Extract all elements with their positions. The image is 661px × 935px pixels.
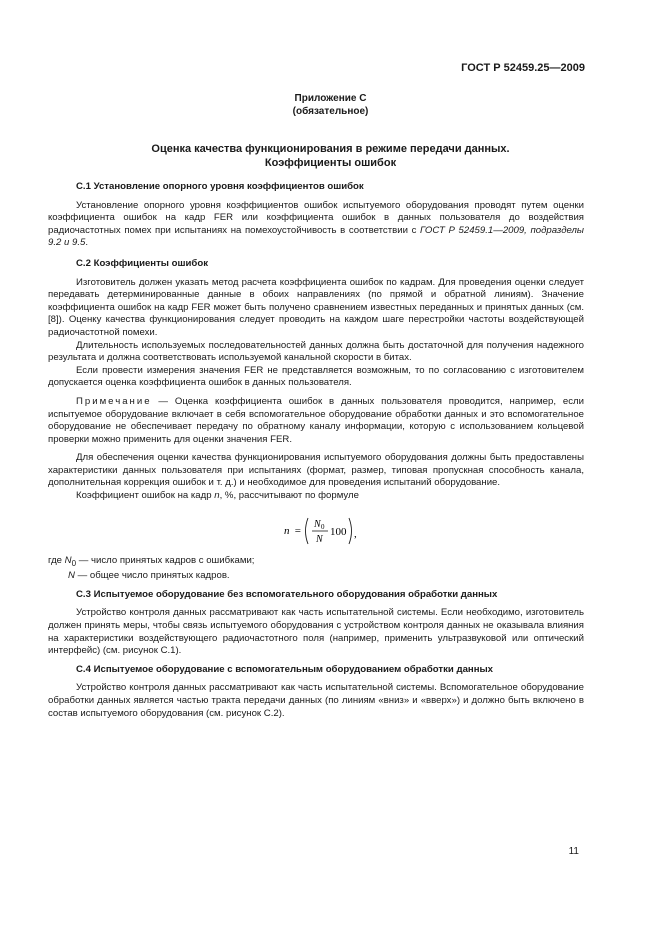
section-c1-heading: С.1 Установление опорного уровня коэффициентов ошибок	[76, 181, 364, 192]
annex-label: Приложение С	[294, 93, 367, 104]
text-run: — общее число принятых кадров.	[74, 570, 230, 582]
standard-number: ГОСТ Р 52459.25—2009	[461, 62, 585, 74]
text-run: , %, рассчитывают по формуле	[219, 490, 359, 502]
section-c1-paragraph	[48, 200, 584, 250]
note-text: — Оценка коэффициента ошибок в данных пользователя проводится, например, если испытуемое оборудование включает в себя вспомогательное оборудование обработки данных и это вспомогательное оборудование не обеспечивает передачу по обратному каналу информации, которую с использованием кольцевой проверки можно применить для оценки значения FER.	[48, 395, 584, 445]
reference-link: ГОСТ Р 52459.1—2009, подразделы 9.2 и 9.5	[48, 224, 584, 249]
text-run: Коэффициент ошибок на кадр	[76, 490, 215, 502]
section-c2-heading: С.2 Коэффициенты ошибок	[76, 257, 208, 269]
section-c2-note	[48, 396, 584, 446]
section-c2-paragraph-4: Для обеспечения оценки качества функционирования испытуемого оборудования должны быть предоставлены характеристики данных пользователя при испытаниях (формат, размер, типовая пропускная способность канала, дополнительная коррекция ошибок и т. д.) и необходимое для проведения испытаний оборудование.	[48, 452, 584, 489]
section-c2-paragraph-5	[48, 490, 584, 503]
left-paren	[306, 518, 309, 544]
annex-title	[0, 142, 661, 170]
formula-denominator: N	[316, 533, 323, 545]
formula-numerator-subscript: 0	[321, 522, 325, 531]
formula-eq: =	[292, 524, 304, 537]
annex-title-line1: Оценка качества функционирования в режиме передачи данных.	[151, 143, 510, 155]
section-c2-paragraph-2: Длительность используемых последовательностей данных должна быть достаточной для получения надежного результата и должна соответствовать используемой канальной скорости в битах.	[48, 339, 584, 364]
section-c4-paragraph: Устройство контроля данных рассматривают как часть испытательной системы. Вспомогательное оборудование обработки данных является частью тракта передачи данных (по линиям «вниз» и «вверх») и должно быть включено в состав испытуемого оборудования (см. рисунок С.2).	[48, 682, 584, 719]
formula-graphic	[284, 515, 394, 547]
annex-title-line2: Коэффициенты ошибок	[264, 157, 397, 169]
section-c2-paragraph-3: Если провести измерения значения FER не представляется возможным, то по согласованию с изготовителем допускается оценка коэффициента ошибок в данных пользователя.	[48, 364, 584, 389]
note-label: Примечание	[76, 395, 152, 407]
variable-N0: N	[64, 554, 72, 566]
legend-line-2	[48, 570, 584, 583]
formula	[48, 511, 584, 547]
formula-multiplier: 100	[330, 525, 347, 538]
formula-lhs: n	[284, 524, 290, 537]
legend-line-1	[48, 555, 584, 571]
text-run: — число принятых кадров с ошибками;	[76, 554, 255, 566]
right-paren	[349, 518, 352, 544]
variable-n: n	[214, 490, 220, 502]
formula-end: ,	[354, 527, 357, 540]
text-run: где	[48, 554, 65, 566]
annex-status: (обязательное)	[292, 106, 369, 117]
subscript: 0	[71, 558, 77, 568]
text-run: Установление опорного уровня коэффициентов ошибок испытуемого оборудования проводят путем оценки коэффициента ошибок на кадр FER или коэффициента ошибок в данных пользователя до воздействия радиочастотных помех при испытаниях на помехоустойчивость в соответствии с	[48, 199, 584, 236]
variable-N: N	[68, 570, 75, 582]
section-c3-heading: С.3 Испытуемое оборудование без вспомогательного оборудования обработки данных	[76, 588, 498, 600]
section-c4-heading: С.4 Испытуемое оборудование с вспомогательным оборудованием обработки данных	[76, 663, 494, 675]
document-body	[48, 181, 584, 720]
formula-numerator: N	[314, 518, 321, 530]
section-c3-paragraph: Устройство контроля данных рассматривают как часть испытательной системы. Если необходимо, изготовитель должен принять меры, чтобы связь испытуемого оборудования с устройством контроля данных не оказывала влияния на характеристики воздействующего радиочастотного поля (например, применить ультразвуковой или оптический интерфейс) (см. рисунок С.1).	[48, 607, 584, 657]
page-number: 11	[568, 846, 579, 857]
section-c2-paragraph-1: Изготовитель должен указать метод расчета коэффициента ошибок по кадрам. Для проведения оценки следует передавать детерминированные данные в обоих направлениях (по прямой и обратной линиям). Значение коэффициента ошибок на кадр FER может быть получено сравнением известных переданных и принятых данных (см. [8]). Оценку качества функционирования следует проводить на каждом шаге перестройки частоты воздействующей радиочастотной помехи.	[48, 276, 584, 338]
formula-legend	[48, 555, 584, 583]
text-run: .	[85, 237, 89, 249]
annex-heading	[0, 92, 661, 118]
